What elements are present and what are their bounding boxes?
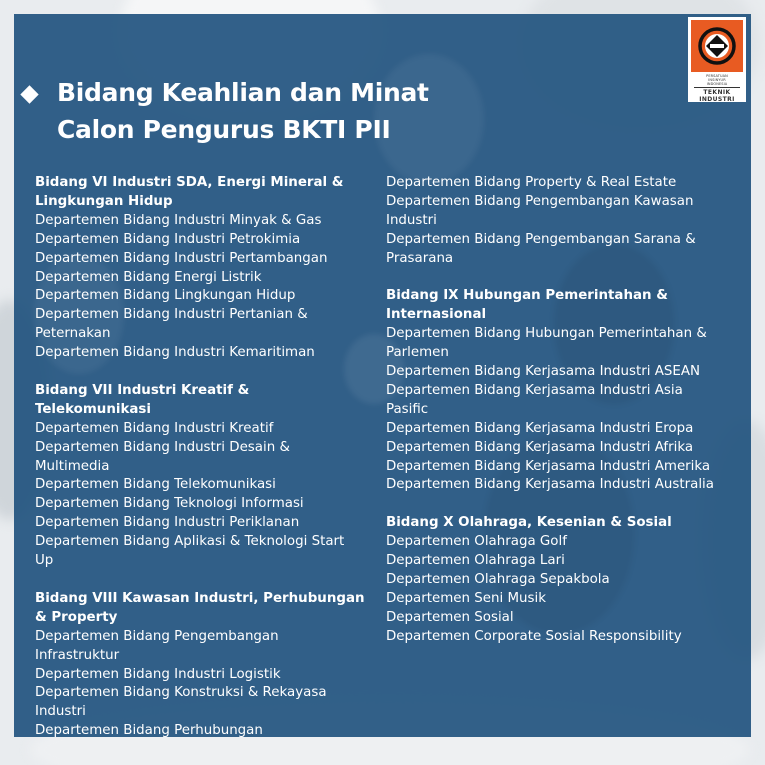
- department-item: Departemen Bidang Telekomunikasi: [35, 477, 276, 493]
- left-column: [35, 174, 365, 760]
- logo-emblem: [691, 20, 743, 72]
- diamond-bullet-icon: [20, 85, 38, 103]
- department-item: Departemen Bidang Konstruksi & Rekayasa Industri: [35, 685, 327, 720]
- department-item: Departemen Sosial: [386, 609, 514, 625]
- logo-unit-line1: TEKNIK: [703, 89, 731, 96]
- department-item: Departemen Bidang Kerjasama Industri Amerika: [386, 458, 711, 474]
- department-item: Departemen Bidang Industri Logistik: [35, 666, 281, 682]
- department-item: Departemen Bidang Kerjasama Industri ASEAN: [386, 364, 701, 380]
- section-bidang-viii: [35, 590, 365, 741]
- logo-unit-line2: INDUSTRI: [699, 96, 735, 103]
- section-bidang-vii: [35, 382, 365, 571]
- department-item: Departemen Bidang Industri Kemaritiman: [35, 345, 315, 361]
- logo-org-line1: PERSATUAN: [706, 74, 728, 78]
- section-heading: Bidang IX Hubungan Pemerintahan & Internasional: [386, 288, 668, 323]
- department-item: Departemen Bidang Pengembangan Sarana & Prasarana: [386, 231, 696, 266]
- section-bidang-x: [386, 514, 721, 646]
- department-item: Departemen Bidang Teknologi Informasi: [35, 496, 304, 512]
- department-item: Departemen Olahraga Sepakbola: [386, 572, 610, 587]
- gear-diamond-icon: [697, 26, 737, 66]
- department-item: Departemen Bidang Pengembangan Kawasan Industri: [386, 193, 694, 228]
- title-block: [21, 74, 429, 148]
- department-item: Departemen Bidang Property & Real Estate: [386, 175, 677, 190]
- department-item: Departemen Bidang Perhubungan: [35, 723, 263, 739]
- department-item: Departemen Bidang Industri Kreatif: [35, 420, 274, 436]
- department-item: Departemen Bidang Aplikasi & Teknologi Start Up: [35, 534, 345, 569]
- department-item: Departemen Bidang Kerjasama Industri Afrika: [386, 439, 694, 455]
- logo-divider: [694, 87, 740, 88]
- department-item: Departemen Seni Musik: [386, 590, 546, 606]
- department-item: Departemen Bidang Industri Pertambangan: [35, 250, 328, 266]
- department-item: Departemen Bidang Energi Listrik: [35, 269, 262, 285]
- right-column: [386, 174, 721, 666]
- department-item: Departemen Bidang Pengembangan Infrastruktur: [35, 628, 279, 663]
- department-item: Departemen Bidang Industri Minyak & Gas: [35, 212, 322, 228]
- page-title: [57, 74, 429, 148]
- title-line-2: Calon Pengurus BKTI PII: [57, 115, 391, 144]
- department-item: Departemen Bidang Industri Petrokimia: [35, 231, 301, 247]
- department-item: Departemen Olahraga Lari: [386, 553, 565, 569]
- department-item: Departemen Bidang Industri Pertanian & Peternakan: [35, 307, 308, 342]
- section-heading: Bidang VI Industri SDA, Energi Mineral & Lingkungan Hidup: [35, 175, 344, 209]
- department-item: Departemen Corporate Sosial Responsibility: [386, 628, 682, 644]
- section-bidang-vi: [35, 174, 365, 363]
- section-bidang-ix: [386, 287, 721, 495]
- department-item: Departemen Bidang Kerjasama Industri Asia Pasific: [386, 382, 683, 417]
- department-item: Departemen Bidang Kerjasama Industri Eropa: [386, 420, 694, 436]
- department-item: Departemen Olahraga Golf: [386, 534, 567, 550]
- department-item: Departemen Bidang Kerjasama Industri Australia: [386, 477, 714, 493]
- department-item: Departemen Bidang Industri Periklanan: [35, 515, 300, 531]
- section-heading: Bidang X Olahraga, Kesenian & Sosial: [386, 515, 672, 531]
- logo-text: [691, 74, 743, 103]
- logo-org-line3: INDONESIA: [706, 82, 728, 86]
- department-item: Departemen Bidang Lingkungan Hidup: [35, 288, 296, 304]
- pii-teknik-industri-logo: [688, 17, 746, 102]
- section-heading: Bidang VIII Kawasan Industri, Perhubungan & Property: [35, 590, 365, 625]
- section-bidang-viii-continued: [386, 174, 721, 269]
- section-heading: Bidang VII Industri Kreatif & Telekomunikasi: [35, 382, 250, 417]
- logo-org-line2: INSINYUR: [708, 78, 726, 82]
- title-line-1: Bidang Keahlian dan Minat: [57, 78, 429, 107]
- department-item: Departemen Bidang Industri Desain & Multimedia: [35, 439, 290, 474]
- department-item: Departemen Bidang Hubungan Pemerintahan & Parlemen: [386, 326, 707, 361]
